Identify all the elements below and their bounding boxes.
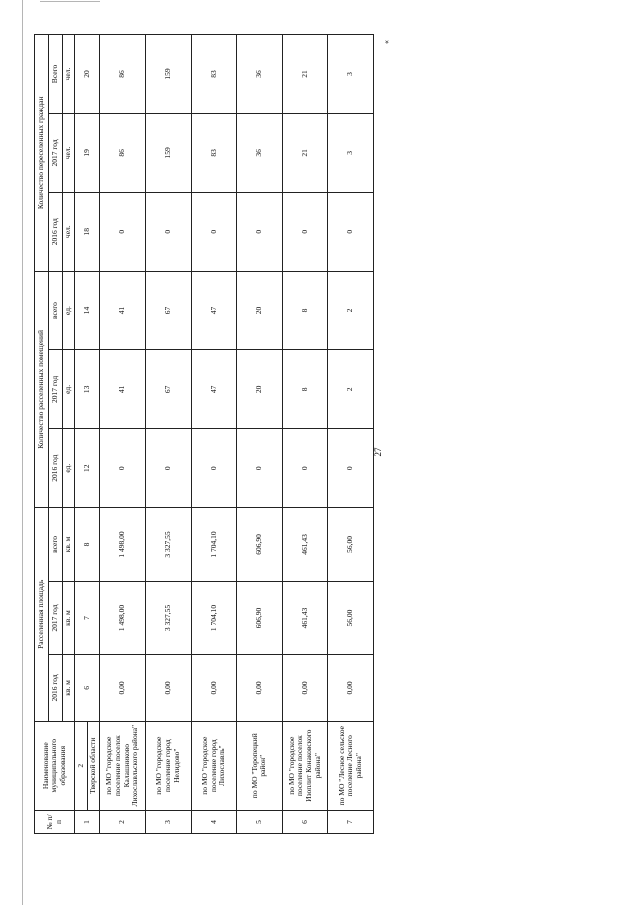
table-row [237,35,283,834]
row-people-2016: 0 [146,192,192,271]
table-row [100,35,146,834]
row-people-2017: 3 [328,113,374,192]
table-row [146,35,192,834]
row-people-total: 159 [146,35,192,114]
row-rooms-2017: 47 [191,350,237,429]
table-row [328,35,374,834]
row-area-2017: 606,90 [237,581,283,655]
row-people-2016: 0 [100,192,146,271]
row-people-total: 3 [328,35,374,114]
header-people-2016: 2016 год [49,192,63,271]
row-area-total: 606,90 [237,508,283,582]
row-area-total: 1 704,10 [191,508,237,582]
row-num: 7 [328,810,374,833]
corner-mark: « [382,40,391,44]
row-rooms-total: 47 [191,271,237,350]
row-rooms-2017: 67 [146,350,192,429]
header-num: № п/п [35,810,75,833]
unit-people-total: чел. [63,35,75,114]
row-people-total: 83 [191,35,237,114]
column-number: 7 [75,581,100,655]
row-people-total: 21 [282,35,328,114]
header-rooms-2016: 2016 год [49,429,63,508]
unit-area-2017: кв. м [63,581,75,655]
row-people-2017: 159 [146,113,192,192]
region-label: Тверской области [87,721,100,810]
unit-people-2016: чел. [63,192,75,271]
row-area-2017: 1 498,00 [100,581,146,655]
header-rooms-2017: 2017 год [49,350,63,429]
row-area-2017: 461,43 [282,581,328,655]
unit-rooms-2017: ед. [63,350,75,429]
row-rooms-total: 20 [237,271,283,350]
column-number: 12 [75,429,100,508]
row-name: по МО "городское поселение город Лихославль" [191,721,237,810]
column-number: 8 [75,508,100,582]
row-num: 3 [146,810,192,833]
rotated-table-container [34,34,374,834]
row-rooms-2017: 41 [100,350,146,429]
row-people-2016: 0 [328,192,374,271]
unit-area-total: кв. м [63,508,75,582]
header-area-2016: 2016 год [49,655,63,721]
header-name: Наименование муниципального образования [35,721,75,810]
row-area-2017: 56,00 [328,581,374,655]
row-rooms-total: 8 [282,271,328,350]
header-rooms-group: Количество расселенных помещений [35,271,49,508]
row-area-total: 56,00 [328,508,374,582]
header-area-2017: 2017 год [49,581,63,655]
row-area-2016: 0,00 [191,655,237,721]
header-rooms-total: всего [49,271,63,350]
header-people-group: Количество переселенных граждан [35,35,49,272]
scan-mark-top [40,1,100,2]
row-area-2016: 0,00 [146,655,192,721]
row-people-2016: 0 [237,192,283,271]
row-rooms-2017: 8 [282,350,328,429]
row-rooms-2016: 0 [237,429,283,508]
header-area-total: всего [49,508,63,582]
row-people-2017: 21 [282,113,328,192]
row-people-2017: 36 [237,113,283,192]
header-area-group: Расселенная площадь [35,508,49,721]
column-number: 13 [75,350,100,429]
row-rooms-total: 67 [146,271,192,350]
row-rooms-2016: 0 [100,429,146,508]
row-people-2016: 0 [282,192,328,271]
row-people-total: 36 [237,35,283,114]
row-name: по МО "Лесное сельское поселение Лесного района" [328,721,374,810]
row-rooms-2017: 2 [328,350,374,429]
row-people-2017: 86 [100,113,146,192]
row-area-total: 1 498,00 [100,508,146,582]
row-rooms-2016: 0 [328,429,374,508]
column-number: 19 [75,113,100,192]
unit-area-2016: кв. м [63,655,75,721]
row-area-2017: 1 704,10 [191,581,237,655]
row-rooms-total: 41 [100,271,146,350]
column-number: 2 [75,721,88,810]
column-number: 20 [75,35,100,114]
column-number: 1 [75,810,100,833]
header-people-total: Всего [49,35,63,114]
row-rooms-2016: 0 [146,429,192,508]
row-area-2017: 3 327,55 [146,581,192,655]
column-number: 18 [75,192,100,271]
unit-rooms-total: ед. [63,271,75,350]
unit-rooms-2016: ед. [63,429,75,508]
row-rooms-2017: 20 [237,350,283,429]
row-people-2017: 83 [191,113,237,192]
row-area-2016: 0,00 [282,655,328,721]
row-people-2016: 0 [191,192,237,271]
row-area-2016: 0,00 [237,655,283,721]
header-people-2017: 2017 год [49,113,63,192]
row-num: 2 [100,810,146,833]
column-number: 6 [75,655,100,721]
row-people-total: 86 [100,35,146,114]
row-name: по МО "городское поселение поселок Изоплит Конаковского района" [282,721,328,810]
column-number: 14 [75,271,100,350]
row-rooms-2016: 0 [282,429,328,508]
row-area-total: 461,43 [282,508,328,582]
row-name: по МО "городское поселение поселок Калашниково Лихославльского района" [100,721,146,810]
row-name: по МО "Торопецкий район" [237,721,283,810]
row-num: 6 [282,810,328,833]
unit-people-2017: чел. [63,113,75,192]
row-rooms-total: 2 [328,271,374,350]
row-name: по МО "городское поселение город Нелидово" [146,721,192,810]
page-number: 27 [373,447,383,457]
row-area-2016: 0,00 [328,655,374,721]
row-num: 4 [191,810,237,833]
row-area-2016: 0,00 [100,655,146,721]
table-row [282,35,328,834]
resettlement-table [34,34,374,834]
scan-mark-left [22,0,23,905]
table-row [191,35,237,834]
row-num: 5 [237,810,283,833]
row-area-total: 3 327,55 [146,508,192,582]
row-rooms-2016: 0 [191,429,237,508]
